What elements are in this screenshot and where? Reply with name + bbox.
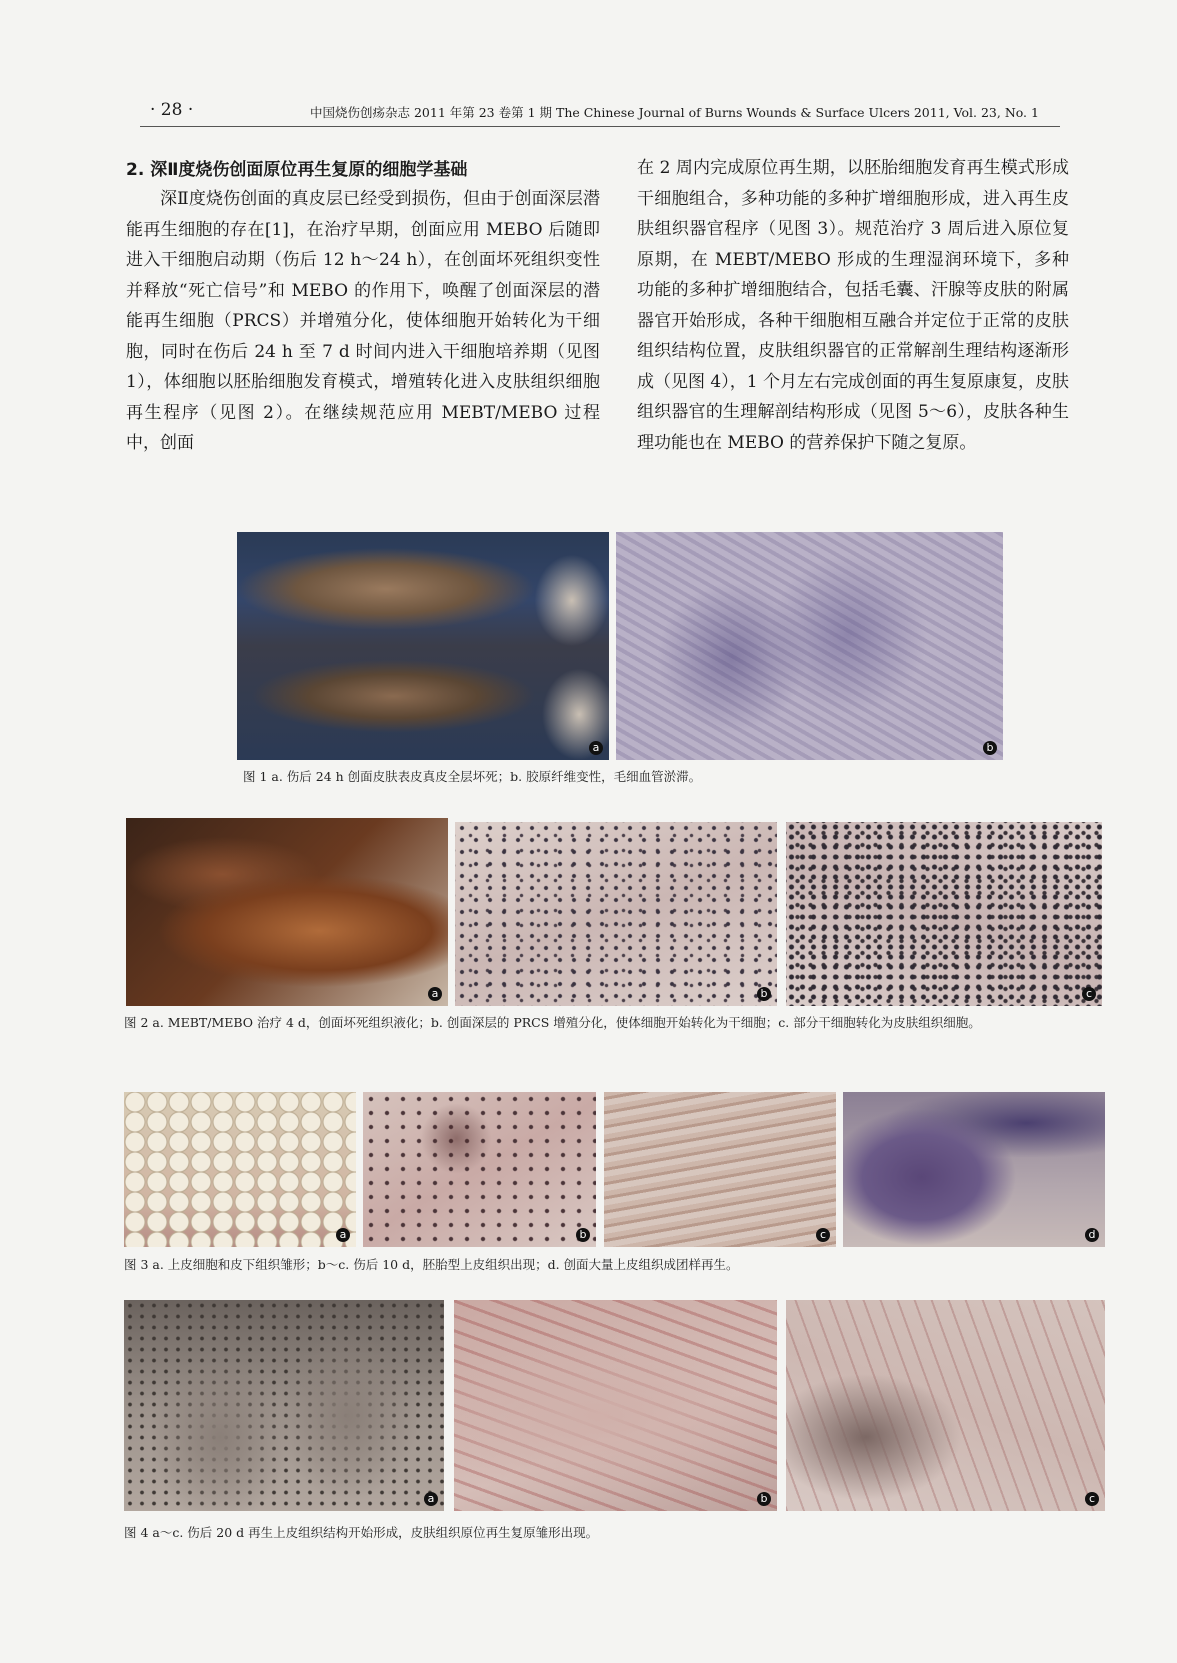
figure-2c-micrograph [786, 822, 1102, 1006]
panel-label: b [983, 741, 997, 755]
figure-1a-photo [237, 532, 609, 760]
figure-1-caption: 图 1 a. 伤后 24 h 创面皮肤表皮真皮全层坏死；b. 胶原纤维变性，毛细血管淤滞。 [243, 769, 702, 784]
panel-label: c [816, 1228, 830, 1242]
panel-label: c [1085, 1492, 1099, 1506]
figure-3c-micrograph [604, 1092, 836, 1247]
panel-label: a [336, 1228, 350, 1242]
figure-3d-micrograph [843, 1092, 1105, 1247]
body-text-left-column: 深Ⅱ度烧伤创面的真皮层已经受到损伤，但由于创面深层潜能再生细胞的存在[1]，在治疗早期，创面应用 MEBO 后随即进入干细胞启动期（伤后 12 h～24 h），在创面坏死组织变性并释放“死亡信号”和 MEBO 的作用下，唤醒了创面深层的潜能再生细胞（PRCS）并增殖分化，使体细胞开始转化为干细胞，同时在伤后 24 h 至 7 d 时间内进入干细胞培养期（见图 1），体细胞以胚胎细胞发育模式，增殖转化进入皮肤组织细胞再生程序（见图 2）。在继续规范应用 MEBT/MEBO 过程中，创面 [126, 189, 600, 453]
figure-4-caption: 图 4 a～c. 伤后 20 d 再生上皮组织结构开始形成，皮肤组织原位再生复原雏形出现。 [124, 1525, 599, 1540]
figure-2b-micrograph [455, 822, 777, 1006]
figure-4b-micrograph [454, 1300, 777, 1511]
figure-4c-micrograph [786, 1300, 1105, 1511]
running-header: 中国烧伤创疡杂志 2011 年第 23 卷第 1 期 The Chinese Journal of Burns Wounds & Surface Ulcers 2011, Vol. 23, No. 1 [310, 105, 1039, 120]
panel-label: c [1082, 987, 1096, 1001]
figure-1b-micrograph [616, 532, 1003, 760]
panel-label: a [589, 741, 603, 755]
figure-3b-micrograph [363, 1092, 596, 1247]
panel-label: d [1085, 1228, 1099, 1242]
panel-label: b [757, 987, 771, 1001]
panel-label: a [424, 1492, 438, 1506]
figure-2a-photo [126, 818, 448, 1006]
figure-3a-micrograph [124, 1092, 356, 1247]
page-number: · 28 · [150, 100, 194, 120]
figure-2-caption: 图 2 a. MEBT/MEBO 治疗 4 d，创面坏死组织液化；b. 创面深层的 PRCS 增殖分化，使体细胞开始转化为干细胞；c. 部分干细胞转化为皮肤组织细胞。 [124, 1015, 981, 1030]
figure-3-caption: 图 3 a. 上皮细胞和皮下组织雏形；b～c. 伤后 10 d，胚胎型上皮组织出现；d. 创面大量上皮组织成团样再生。 [124, 1257, 739, 1272]
section-heading: 2. 深Ⅱ度烧伤创面原位再生复原的细胞学基础 [126, 160, 468, 180]
panel-label: b [757, 1492, 771, 1506]
figure-4a-micrograph [124, 1300, 444, 1511]
header-rule [140, 126, 1060, 127]
panel-label: a [428, 987, 442, 1001]
panel-label: b [576, 1228, 590, 1242]
body-text-right-column: 在 2 周内完成原位再生期，以胚胎细胞发育再生模式形成干细胞组合，多种功能的多种扩增细胞形成，进入再生皮肤组织器官程序（见图 3）。规范治疗 3 周后进入原位复原期，在 MEBT/MEBO 形成的生理湿润环境下，多种功能的多种扩增细胞结合，包括毛囊、汗腺等皮肤的附属器官开始形成，各种干细胞相互融合并定位于正常的皮肤组织结构位置，皮肤组织器官的正常解剖生理结构逐渐形成（见图 4），1 个月左右完成创面的再生复原康复，皮肤组织器官的生理解剖结构形成（见图 5～6），皮肤各种生理功能也在 MEBO 的营养保护下随之复原。 [637, 158, 1069, 453]
